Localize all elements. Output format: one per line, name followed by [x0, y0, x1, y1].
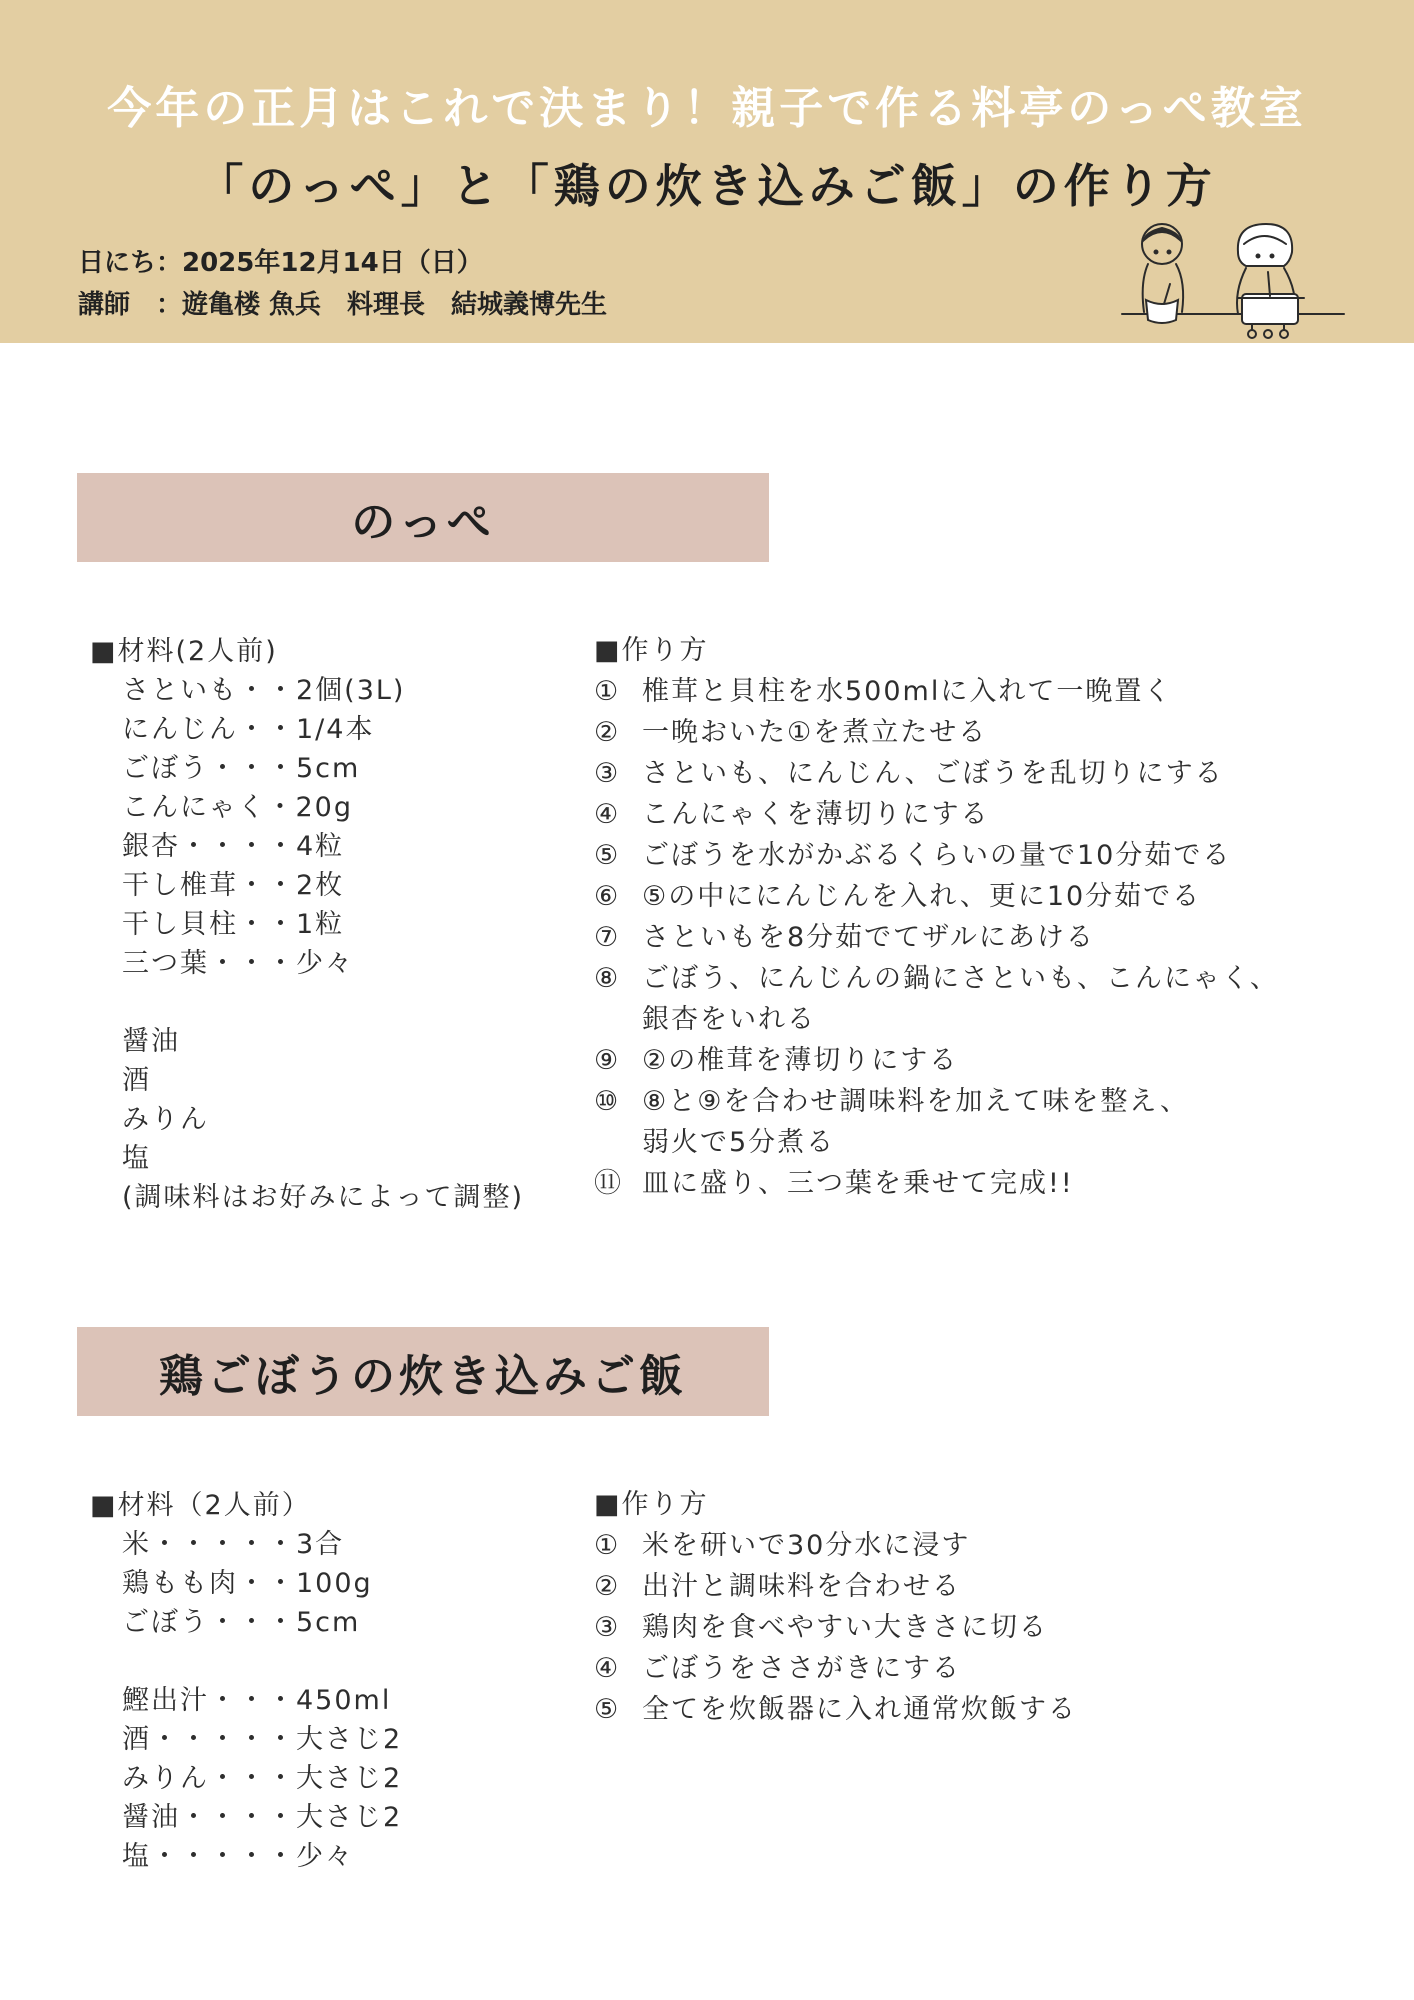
section-title-noppe: のっぺ — [77, 473, 769, 562]
step-text: 米を研いで30分水に浸す — [642, 1530, 971, 1561]
steps-heading: ■作り方 — [594, 635, 709, 666]
ingredient-item: こんにゃく・20g — [122, 792, 353, 823]
step-text: さといも、にんじん、ごぼうを乱切りにする — [642, 758, 1224, 789]
step-text: ごぼうをささがきにする — [642, 1653, 961, 1684]
step-text: ごぼう、にんじんの鍋にさといも、こんにゃく、 銀杏をいれる — [642, 963, 1279, 1035]
ingredients-heading: ■材料(2人前) — [90, 636, 278, 667]
step-item — [594, 1648, 1354, 1689]
step-text: ⑧と⑨を合わせ調味料を加えて味を整え、 弱火で5分煮る — [642, 1086, 1190, 1158]
ingredient-item: 干し椎茸・・2枚 — [122, 870, 345, 901]
step-item — [594, 876, 1354, 917]
step-number: ⑨ — [594, 1045, 621, 1076]
step-number: ⑩ — [594, 1086, 621, 1117]
step-number: ② — [594, 1571, 621, 1602]
step-number: ⑤ — [594, 840, 621, 871]
step-item — [594, 958, 1354, 1040]
ingredients-heading: ■材料（2人前） — [90, 1490, 311, 1521]
step-number: ① — [594, 1530, 621, 1561]
noppe-steps — [594, 630, 1354, 1204]
seasoning-item: 醤油 — [122, 1026, 180, 1057]
step-text: 一晩おいた①を煮立たせる — [642, 717, 988, 748]
ingredient-item: 米・・・・・3合 — [122, 1529, 345, 1560]
step-item — [594, 1163, 1354, 1204]
seasoning-item: 酒 — [122, 1065, 151, 1096]
step-text: 皿に盛り、三つ葉を乗せて完成!! — [642, 1168, 1074, 1199]
step-number: ⑤ — [594, 1694, 621, 1725]
step-item — [594, 917, 1354, 958]
ingredient-item: 干し貝柱・・1粒 — [122, 909, 345, 940]
step-item — [594, 753, 1354, 794]
section-title-gohan: 鶏ごぼうの炊き込みご飯 — [77, 1327, 769, 1416]
step-number: ⑦ — [594, 922, 621, 953]
step-text: こんにゃくを薄切りにする — [642, 799, 990, 830]
event-subtitle: 今年の正月はこれで決まり！親子で作る料亭のっぺ教室 — [107, 83, 1307, 134]
step-text: 出汁と調味料を合わせる — [642, 1571, 961, 1602]
seasoning-item: 鰹出汁・・・450ml — [122, 1685, 392, 1716]
parent-child-cooking-illustration — [1118, 222, 1348, 344]
steps-heading: ■作り方 — [594, 1489, 709, 1520]
gohan-ingredients — [90, 1486, 402, 1876]
event-date: 日にち：2025年12月14日（日） — [78, 248, 483, 278]
ingredient-item: 銀杏・・・・4粒 — [122, 831, 345, 862]
seasoning-item: みりん・・・大さじ2 — [122, 1763, 403, 1794]
step-text: ②の椎茸を薄切りにする — [642, 1045, 959, 1076]
step-item — [594, 671, 1354, 712]
noppe-ingredients — [90, 632, 524, 1217]
step-number: ③ — [594, 758, 621, 789]
step-item — [594, 1081, 1354, 1163]
step-item — [594, 1040, 1354, 1081]
step-text: 鶏肉を食べやすい大きさに切る — [642, 1612, 1048, 1643]
step-item — [594, 794, 1354, 835]
step-number: ① — [594, 676, 621, 707]
step-text: さといもを8分茹でてザルにあける — [642, 922, 1095, 953]
gohan-steps — [594, 1484, 1354, 1730]
ingredient-item: ごぼう・・・5cm — [122, 1607, 361, 1638]
seasoning-item: 塩 — [122, 1143, 151, 1174]
step-item — [594, 1566, 1354, 1607]
step-text: ⑤の中ににんじんを入れ、更に10分茹でる — [642, 881, 1202, 912]
step-number: ⑧ — [594, 963, 621, 994]
step-number: ⑥ — [594, 881, 621, 912]
ingredient-item: さといも・・2個(3L) — [122, 675, 406, 706]
step-item — [594, 1525, 1354, 1566]
page-title: 「のっぺ」と「鶏の炊き込みご飯」の作り方 — [197, 159, 1217, 213]
step-item — [594, 835, 1354, 876]
step-item — [594, 712, 1354, 753]
step-text: 椎茸と貝柱を水500mlに入れて一晩置く — [642, 676, 1173, 707]
seasoning-item: 塩・・・・・少々 — [122, 1841, 354, 1872]
step-item — [594, 1689, 1354, 1730]
step-number: ③ — [594, 1612, 621, 1643]
event-teacher: 講師 ：遊亀楼 魚兵 料理長 結城義博先生 — [78, 290, 608, 320]
ingredient-item: 三つ葉・・・少々 — [122, 948, 354, 979]
ingredient-item: にんじん・・1/4本 — [122, 714, 375, 745]
step-item — [594, 1607, 1354, 1648]
seasoning-item: 醤油・・・・大さじ2 — [122, 1802, 403, 1833]
step-text: ごぼうを水がかぶるくらいの量で10分茹でる — [642, 840, 1232, 871]
ingredient-item: ごぼう・・・5cm — [122, 753, 361, 784]
step-number: ② — [594, 717, 621, 748]
ingredient-item: 鶏もも肉・・100g — [122, 1568, 373, 1599]
seasoning-item: みりん — [122, 1104, 209, 1135]
seasoning-item: 酒・・・・・大さじ2 — [122, 1724, 403, 1755]
seasoning-note: (調味料はお好みによって調整) — [122, 1182, 525, 1213]
header-band — [0, 0, 1414, 343]
step-number: ④ — [594, 799, 621, 830]
step-number: ⑪ — [594, 1168, 623, 1199]
step-number: ④ — [594, 1653, 621, 1684]
step-text: 全てを炊飯器に入れ通常炊飯する — [642, 1694, 1077, 1725]
